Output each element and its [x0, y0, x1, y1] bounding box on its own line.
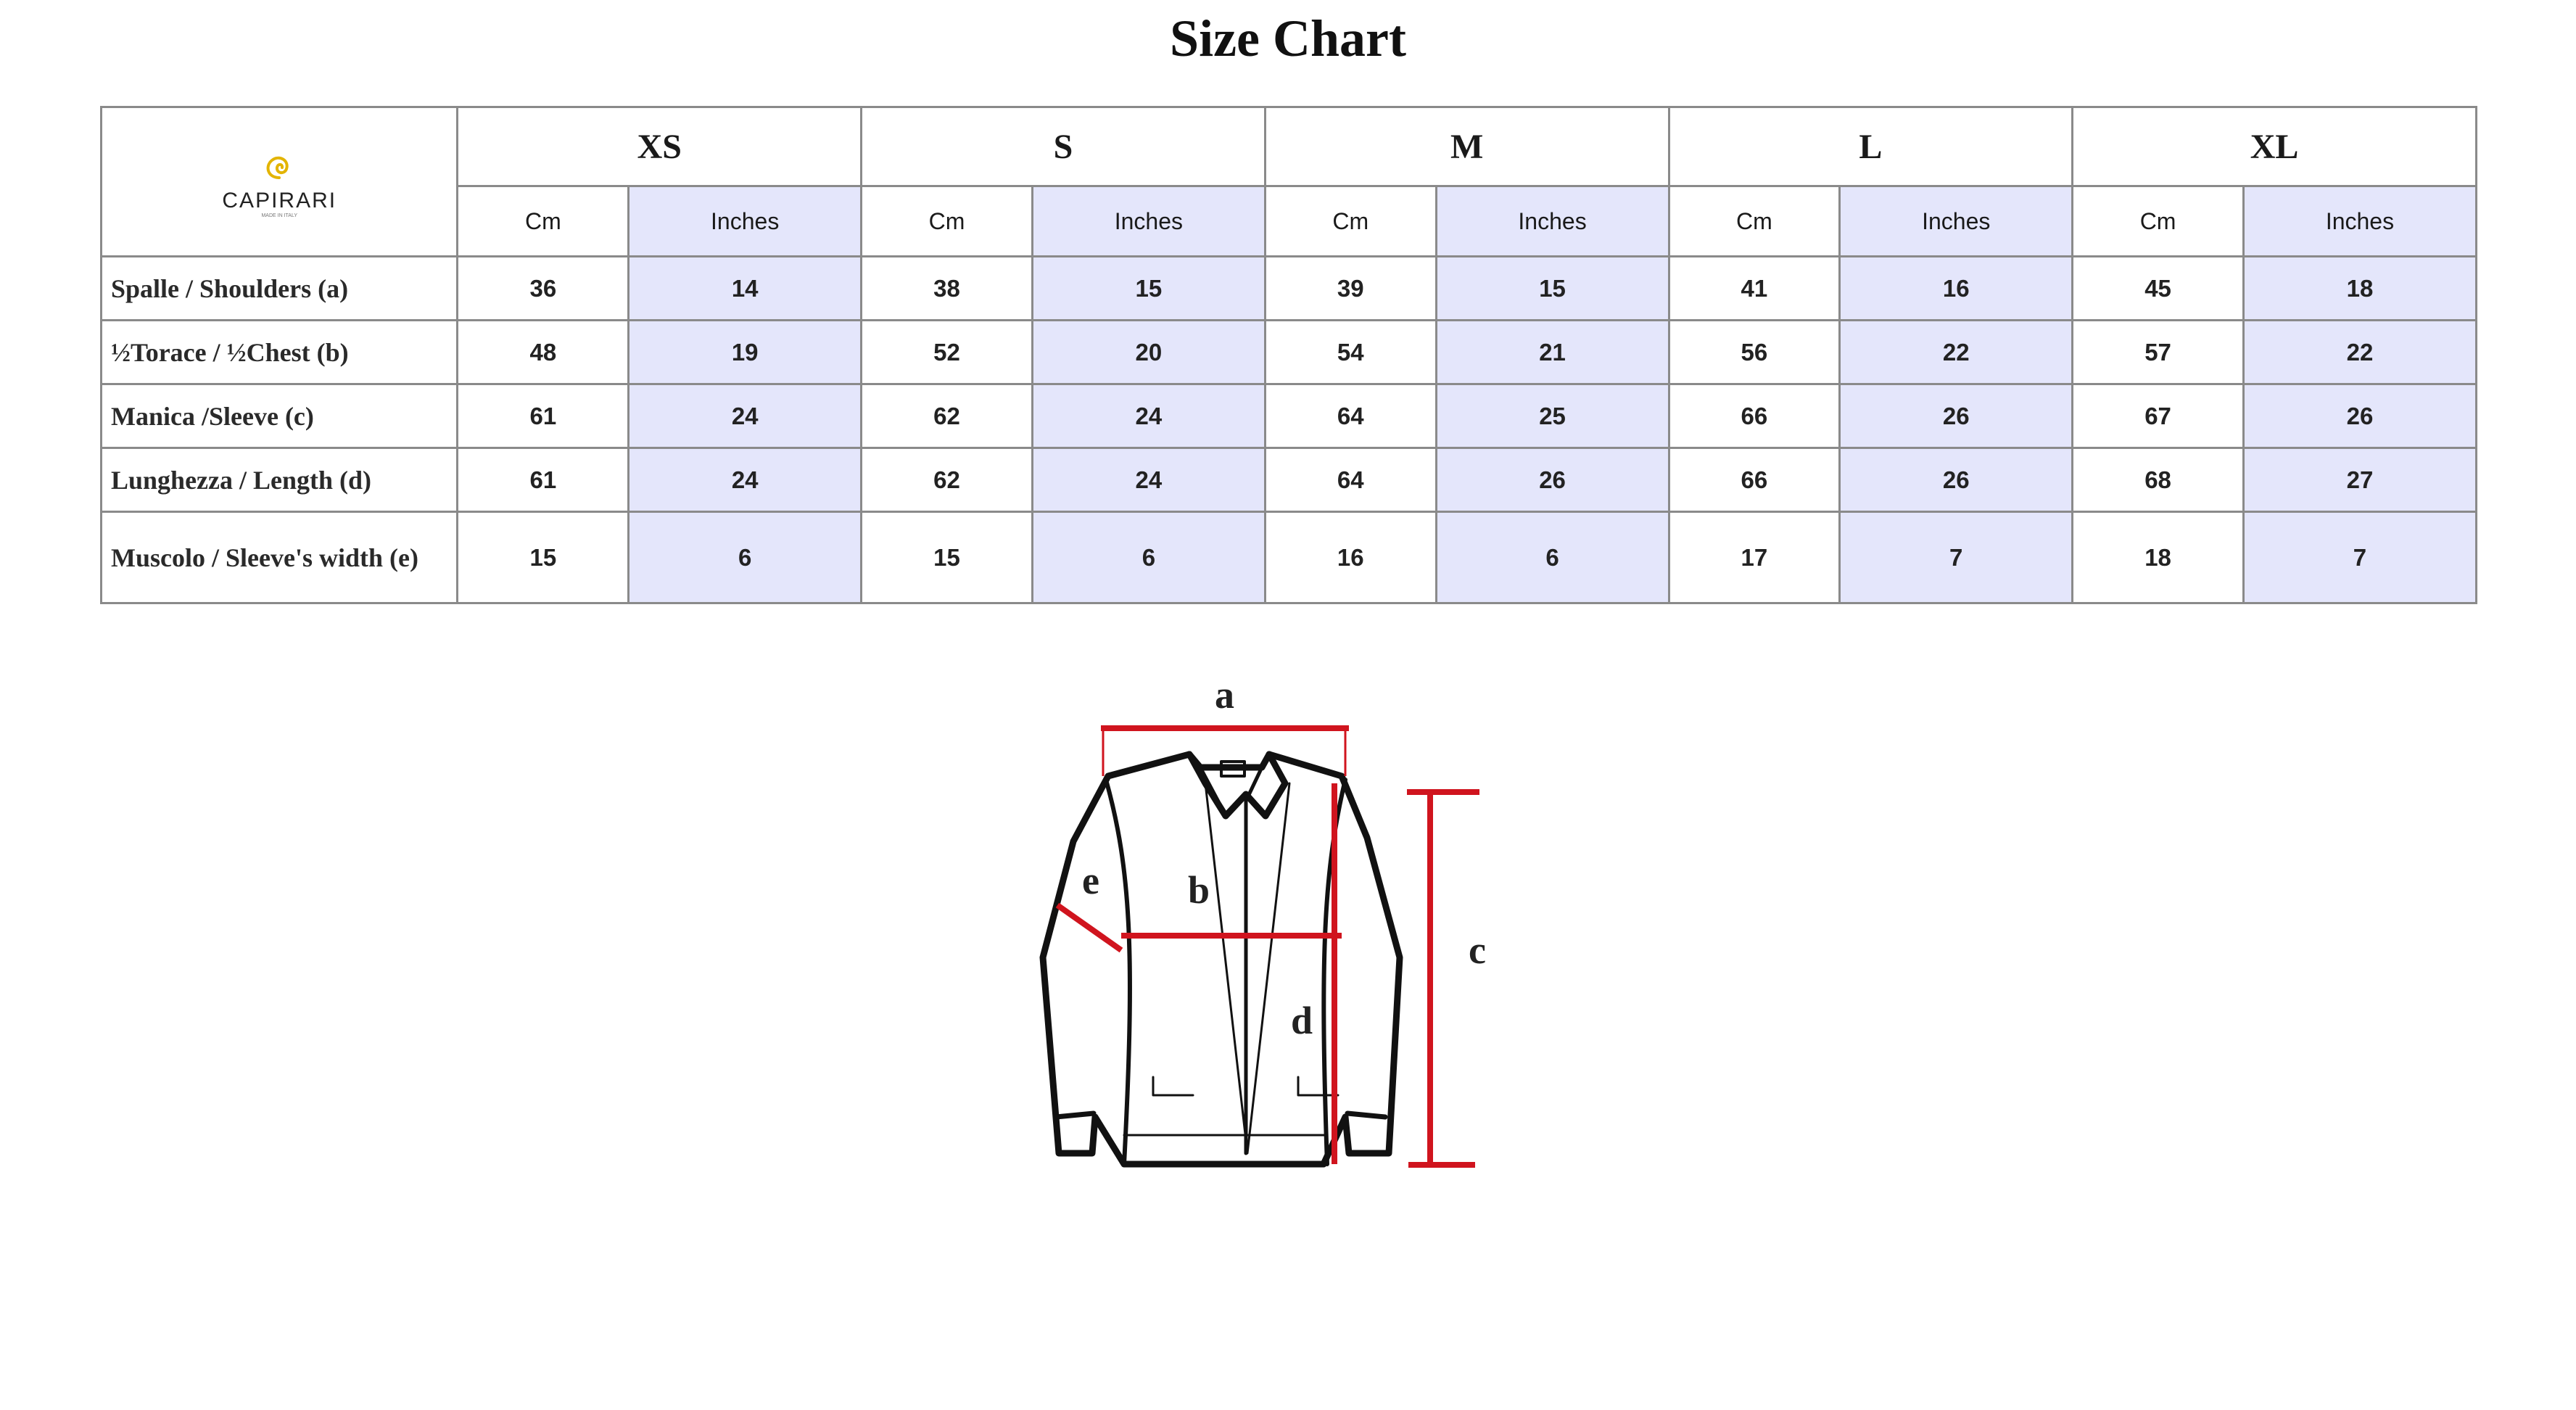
value-inches: 26: [1840, 448, 2073, 512]
value-inches: 6: [1436, 512, 1669, 603]
value-inches: 22: [2243, 321, 2476, 384]
unit-header-inches: Inches: [1032, 186, 1265, 257]
value-cm: 61: [458, 448, 629, 512]
brand-logo-cell: [102, 107, 458, 257]
table-row: [102, 257, 2477, 321]
value-cm: 66: [1669, 384, 1840, 448]
size-header-l: L: [1669, 107, 2073, 186]
value-cm: 57: [2073, 321, 2244, 384]
value-inches: 16: [1840, 257, 2073, 321]
jacket-measurement-diagram: [1015, 653, 1566, 1175]
brand-name: CAPIRARI: [222, 188, 337, 213]
value-cm: 68: [2073, 448, 2244, 512]
value-inches: 21: [1436, 321, 1669, 384]
value-cm: 15: [862, 512, 1033, 603]
value-inches: 26: [2243, 384, 2476, 448]
size-header-s: S: [862, 107, 1266, 186]
size-header-m: M: [1265, 107, 1669, 186]
label-c: c: [1469, 928, 1486, 972]
value-inches: 6: [1032, 512, 1265, 603]
unit-header-cm: Cm: [458, 186, 629, 257]
table-row: [102, 448, 2477, 512]
table-row: [102, 384, 2477, 448]
value-cm: 39: [1265, 257, 1436, 321]
unit-header-inches: Inches: [2243, 186, 2476, 257]
page-title: Size Chart: [1170, 9, 1406, 67]
value-inches: 18: [2243, 257, 2476, 321]
table-row: [102, 512, 2477, 603]
measure-lines: [1057, 728, 1479, 1165]
value-inches: 26: [1840, 384, 2073, 448]
value-inches: 25: [1436, 384, 1669, 448]
value-inches: 24: [629, 448, 862, 512]
measurement-label: Lunghezza / Length (d): [102, 448, 458, 512]
value-cm: 62: [862, 448, 1033, 512]
value-inches: 7: [2243, 512, 2476, 603]
value-inches: 6: [629, 512, 862, 603]
size-header-xl: XL: [2073, 107, 2477, 186]
jacket-outline: [1043, 754, 1400, 1164]
value-cm: 52: [862, 321, 1033, 384]
measurement-label: Spalle / Shoulders (a): [102, 257, 458, 321]
value-cm: 62: [862, 384, 1033, 448]
value-cm: 41: [1669, 257, 1840, 321]
value-inches: 26: [1436, 448, 1669, 512]
value-inches: 24: [629, 384, 862, 448]
label-e: e: [1082, 859, 1099, 902]
value-inches: 27: [2243, 448, 2476, 512]
value-cm: 15: [458, 512, 629, 603]
value-cm: 18: [2073, 512, 2244, 603]
value-cm: 16: [1265, 512, 1436, 603]
value-cm: 45: [2073, 257, 2244, 321]
value-cm: 56: [1669, 321, 1840, 384]
unit-header-inches: Inches: [629, 186, 862, 257]
size-chart-table: [100, 106, 2477, 604]
measurement-rows: [102, 257, 2477, 603]
value-cm: 61: [458, 384, 629, 448]
value-inches: 20: [1032, 321, 1265, 384]
measurement-label: Muscolo / Sleeve's width (e): [102, 512, 458, 603]
value-cm: 64: [1265, 448, 1436, 512]
value-inches: 24: [1032, 384, 1265, 448]
brand-logo: [102, 146, 456, 218]
value-cm: 17: [1669, 512, 1840, 603]
measurement-label: ½Torace / ½Chest (b): [102, 321, 458, 384]
brand-swirl-icon: [257, 146, 301, 182]
unit-header-cm: Cm: [2073, 186, 2244, 257]
label-a: a: [1215, 673, 1234, 717]
label-b: b: [1188, 868, 1210, 912]
unit-header-cm: Cm: [862, 186, 1033, 257]
unit-header-inches: Inches: [1840, 186, 2073, 257]
label-d: d: [1291, 999, 1313, 1042]
value-inches: 7: [1840, 512, 2073, 603]
size-header-xs: XS: [458, 107, 862, 186]
unit-header-row: [102, 186, 2477, 257]
value-cm: 36: [458, 257, 629, 321]
value-cm: 66: [1669, 448, 1840, 512]
measurement-label: Manica /Sleeve (c): [102, 384, 458, 448]
value-inches: 14: [629, 257, 862, 321]
value-cm: 48: [458, 321, 629, 384]
value-cm: 38: [862, 257, 1033, 321]
unit-header-cm: Cm: [1669, 186, 1840, 257]
value-inches: 24: [1032, 448, 1265, 512]
value-cm: 54: [1265, 321, 1436, 384]
unit-header-cm: Cm: [1265, 186, 1436, 257]
unit-header-inches: Inches: [1436, 186, 1669, 257]
value-inches: 15: [1436, 257, 1669, 321]
value-inches: 15: [1032, 257, 1265, 321]
brand-tagline: MADE IN ITALY: [261, 213, 297, 218]
value-inches: 22: [1840, 321, 2073, 384]
value-cm: 67: [2073, 384, 2244, 448]
value-cm: 64: [1265, 384, 1436, 448]
table-row: [102, 321, 2477, 384]
value-inches: 19: [629, 321, 862, 384]
